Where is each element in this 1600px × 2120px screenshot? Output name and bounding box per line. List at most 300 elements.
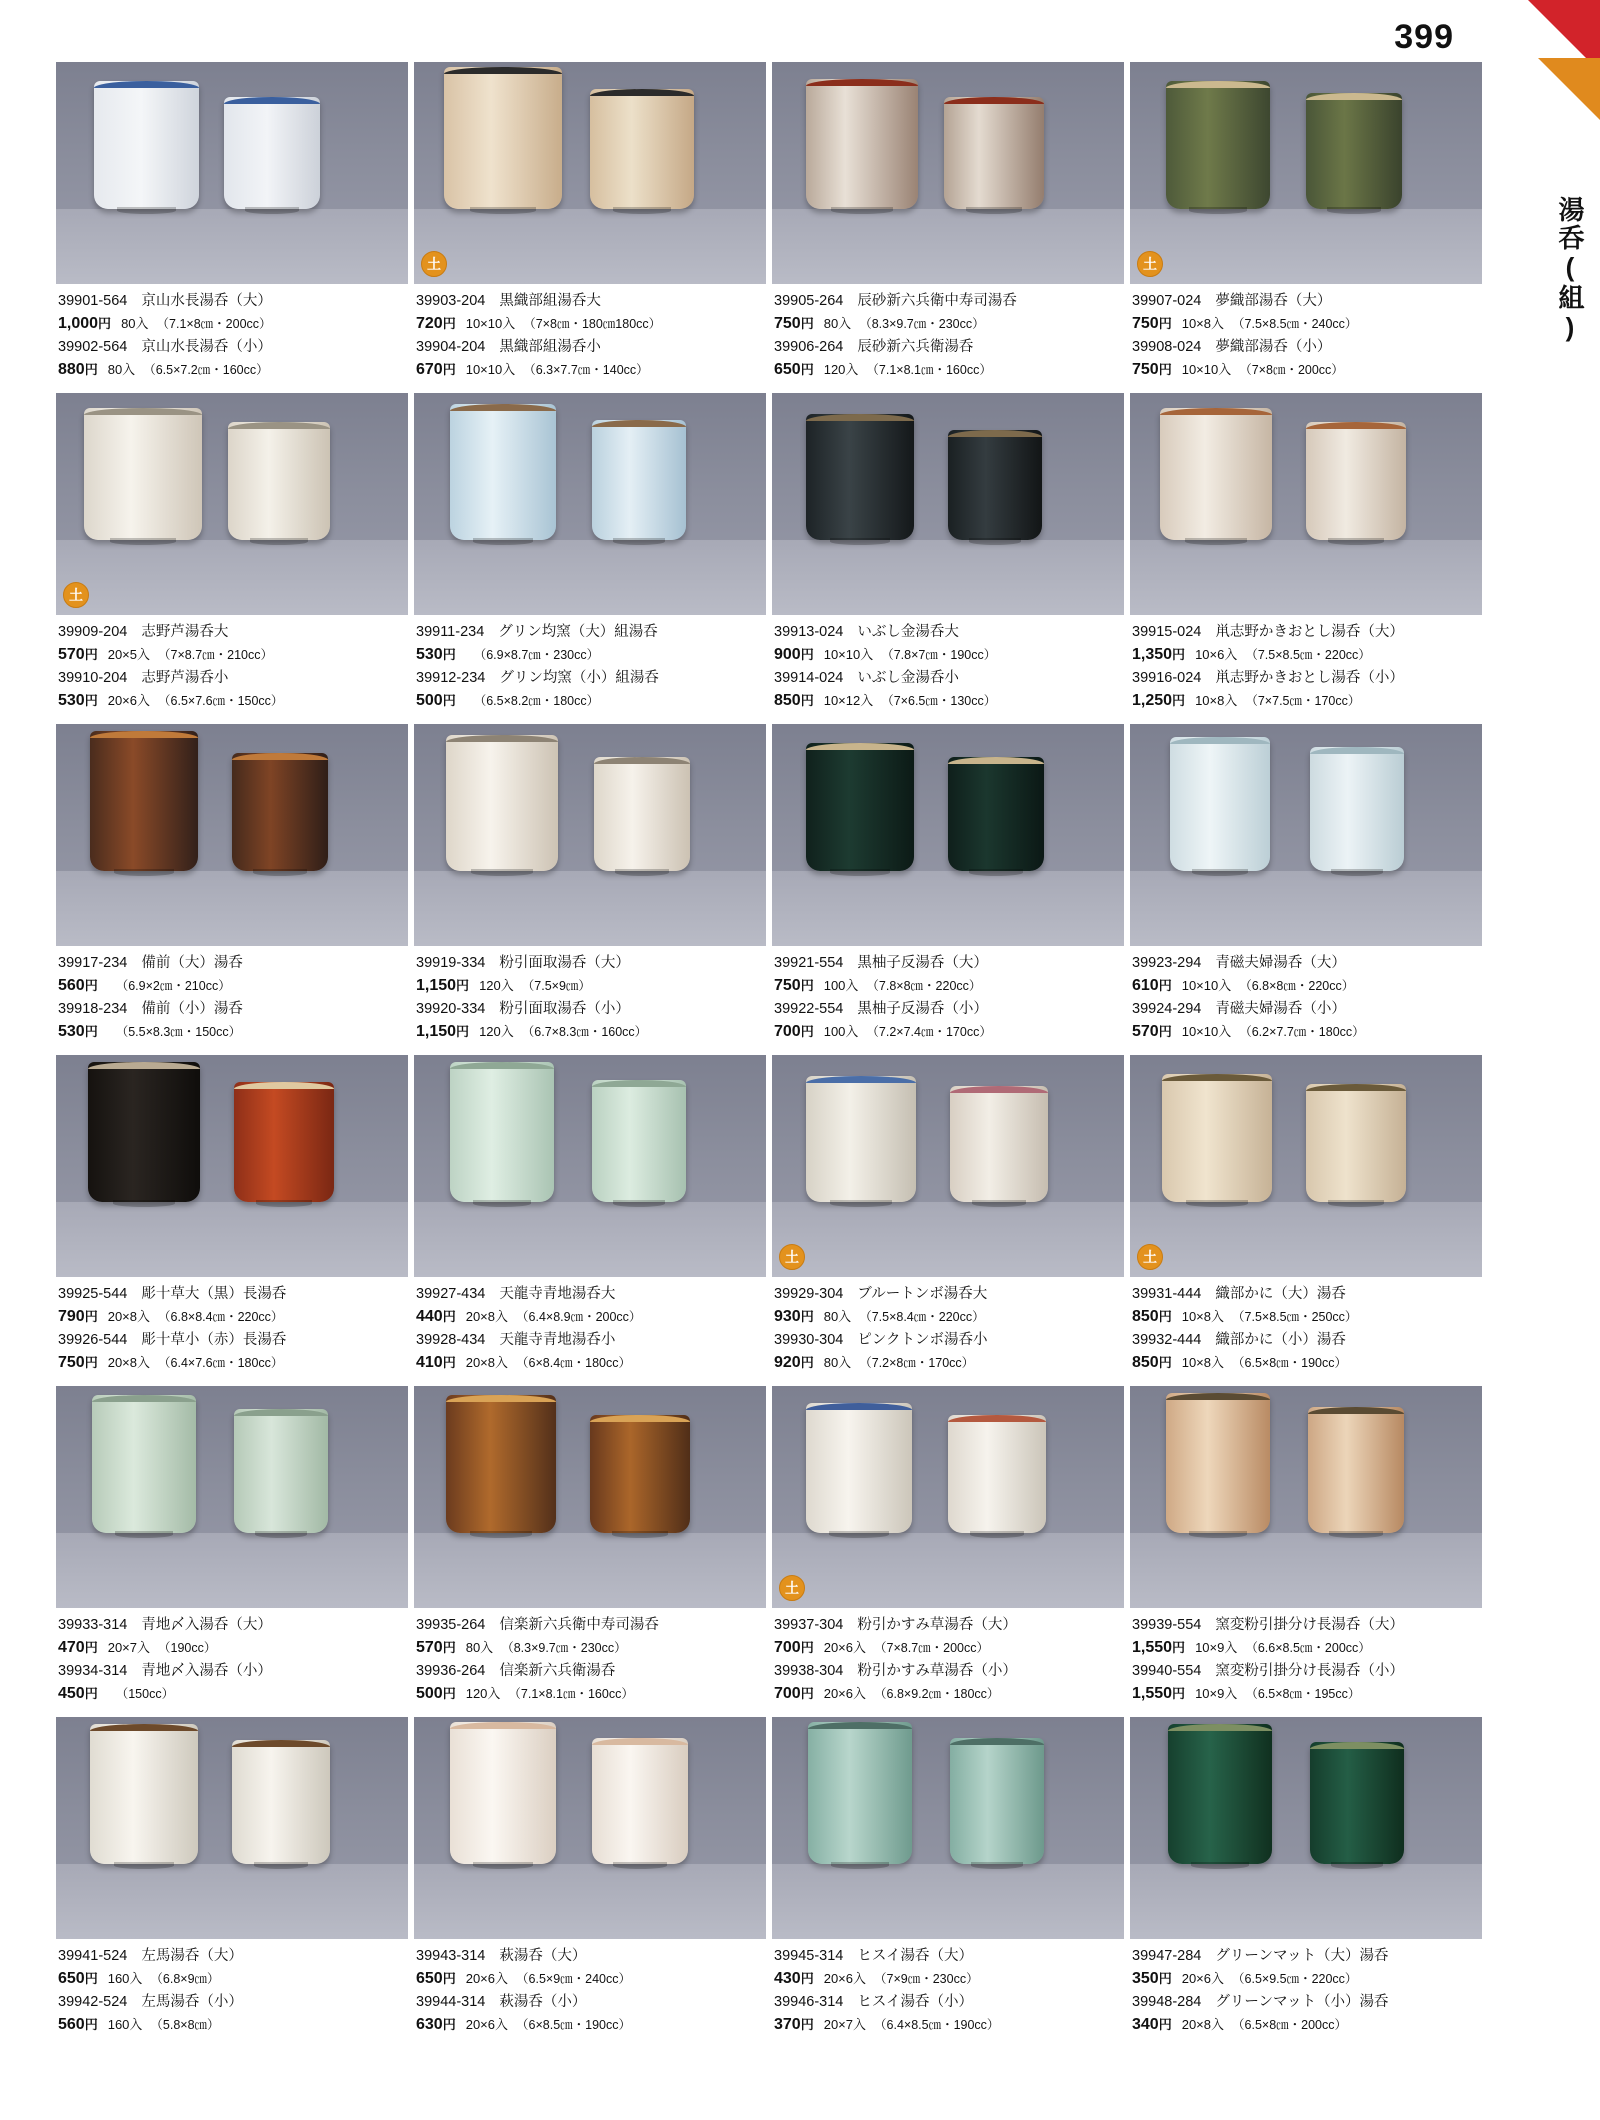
entry-line-price-spec xyxy=(58,1967,406,1991)
product-entry xyxy=(774,622,1122,667)
cup-rim xyxy=(88,1062,200,1069)
entry-line-price-spec xyxy=(416,689,764,713)
cup-group xyxy=(772,1386,1124,1608)
teacup xyxy=(950,1738,1044,1864)
product-dimensions: （6×8.5㎝・190cc） xyxy=(516,2018,631,2033)
product-code: 39913-024 xyxy=(774,624,844,641)
teacup xyxy=(806,79,918,209)
entry-line-price-spec xyxy=(416,643,764,667)
product-photo xyxy=(56,1386,408,1608)
product-unit: 10×12入 xyxy=(823,693,874,709)
product-unit: 20×7入 xyxy=(107,1640,151,1656)
product-name: 夢織部湯呑（小） xyxy=(1215,339,1332,356)
product-cell xyxy=(56,1386,408,1717)
entry-line-code-name xyxy=(416,1284,764,1305)
cup-rim xyxy=(450,404,556,411)
cup-rim xyxy=(1170,737,1270,744)
product-code: 39920-334 xyxy=(416,1001,486,1018)
cup-foot xyxy=(253,869,307,876)
product-name: ヒスイ湯呑（大） xyxy=(857,1948,974,1965)
product-entries xyxy=(56,1608,408,1717)
product-code: 39901-564 xyxy=(58,293,128,309)
product-unit: 120入 xyxy=(479,978,514,994)
product-cell xyxy=(772,1717,1124,2048)
product-dimensions: （6.4×7.6㎝・180cc） xyxy=(158,1356,284,1371)
currency-symbol: 円 xyxy=(456,978,470,994)
currency-symbol: 円 xyxy=(442,1971,456,1987)
product-unit: 80入 xyxy=(121,316,149,332)
teacup xyxy=(232,1740,330,1864)
product-unit: 120入 xyxy=(465,1686,501,1702)
entry-line-code-name xyxy=(1132,1330,1480,1351)
product-code: 39936-264 xyxy=(416,1663,486,1680)
cup-rim xyxy=(806,1403,912,1410)
cup-foot xyxy=(1191,1862,1249,1869)
product-price: 750 xyxy=(1132,315,1159,333)
cup-rim xyxy=(450,1062,554,1069)
teacup xyxy=(1308,1407,1404,1533)
cup-rim xyxy=(590,89,694,96)
product-dimensions: （6.4×8.5㎝・190cc） xyxy=(874,2018,1000,2033)
product-entry xyxy=(58,1946,406,1991)
product-price: 560 xyxy=(58,2016,85,2034)
cup-foot xyxy=(1185,538,1248,545)
currency-symbol: 円 xyxy=(1172,647,1186,663)
product-entry xyxy=(774,1284,1122,1329)
product-unit: 10×10入 xyxy=(465,362,516,378)
product-entry xyxy=(416,668,764,713)
product-entry xyxy=(58,1330,406,1375)
product-dimensions: （5.8×8㎝） xyxy=(150,2018,220,2033)
product-price: 370 xyxy=(774,2016,801,2034)
entry-line-code-name xyxy=(1132,1284,1480,1305)
product-code: 39947-284 xyxy=(1132,1948,1202,1965)
cup-foot xyxy=(1192,869,1248,876)
entry-line-price-spec xyxy=(58,1020,406,1044)
product-code: 39905-264 xyxy=(774,293,844,309)
entry-line-code-name xyxy=(1132,291,1480,312)
product-entry xyxy=(1132,953,1480,998)
entry-line-price-spec xyxy=(416,1020,764,1044)
entry-line-price-spec xyxy=(416,1682,764,1706)
product-price: 700 xyxy=(774,1685,801,1703)
entry-line-code-name xyxy=(1132,999,1480,1020)
product-code: 39912-234 xyxy=(416,670,486,687)
cup-rim xyxy=(592,1738,688,1745)
product-unit: 20×8入 xyxy=(465,1309,509,1325)
product-price: 880 xyxy=(58,361,85,379)
entry-line-price-spec xyxy=(58,2013,406,2037)
product-price: 500 xyxy=(416,692,443,710)
cup-foot xyxy=(1329,1531,1383,1538)
entry-line-price-spec xyxy=(774,2013,1122,2037)
product-unit: 100入 xyxy=(823,1024,859,1040)
entry-line-code-name xyxy=(58,622,406,643)
teacup xyxy=(590,1415,690,1533)
product-price: 1,150 xyxy=(416,977,457,995)
cup-rim xyxy=(590,1415,690,1422)
product-photo xyxy=(772,393,1124,615)
product-name: 備前（小）湯呑 xyxy=(141,1001,243,1018)
teacup xyxy=(450,1722,556,1864)
teacup xyxy=(1310,747,1404,871)
cup-rim xyxy=(1306,1084,1406,1091)
product-name: 天龍寺青地湯呑大 xyxy=(499,1286,616,1303)
product-entry xyxy=(1132,1992,1480,2037)
product-code: 39919-334 xyxy=(416,955,486,972)
product-entries xyxy=(414,946,766,1055)
product-entries xyxy=(56,615,408,724)
product-entry xyxy=(416,1992,764,2037)
entry-line-price-spec xyxy=(774,1967,1122,1991)
teacup xyxy=(1166,1393,1270,1533)
product-entry xyxy=(58,668,406,713)
cup-foot xyxy=(256,1200,312,1207)
product-entry xyxy=(416,953,764,998)
entry-line-code-name xyxy=(1132,622,1480,643)
entry-line-price-spec xyxy=(416,1636,764,1660)
product-dimensions: （6.8×8.4㎝・220cc） xyxy=(158,1310,284,1325)
product-name: 京山水長湯呑（小） xyxy=(141,339,272,356)
teacup xyxy=(806,743,914,871)
cup-foot xyxy=(829,1531,888,1538)
product-price: 750 xyxy=(58,1354,85,1372)
product-price: 1,250 xyxy=(1132,692,1173,710)
cup-rim xyxy=(232,1740,330,1747)
cup-foot xyxy=(255,1531,308,1538)
product-unit: 10×8入 xyxy=(1181,316,1225,332)
product-price: 470 xyxy=(58,1639,85,1657)
product-unit: 80入 xyxy=(107,362,136,378)
product-dimensions: （7.5×8.5㎝・220cc） xyxy=(1245,648,1371,663)
cup-foot xyxy=(1327,207,1381,214)
entry-line-price-spec xyxy=(416,974,764,998)
cup-group xyxy=(1130,1055,1482,1277)
entry-line-code-name xyxy=(58,1330,406,1351)
teacup xyxy=(228,422,330,540)
cup-rim xyxy=(1166,1393,1270,1400)
product-entries xyxy=(1130,1608,1482,1717)
entry-line-price-spec xyxy=(1132,1305,1480,1329)
entry-line-code-name xyxy=(416,1661,764,1682)
product-name: 窯変粉引掛分け長湯呑（大） xyxy=(1215,1617,1404,1634)
product-grid xyxy=(56,62,1486,2048)
entry-line-price-spec xyxy=(416,2013,764,2037)
product-name: 粉引面取湯呑（大） xyxy=(499,955,630,972)
product-photo xyxy=(772,1055,1124,1277)
cup-rim xyxy=(90,731,198,738)
teacup xyxy=(1306,93,1402,209)
cup-rim xyxy=(950,1086,1048,1093)
cup-foot xyxy=(250,538,307,545)
product-price: 920 xyxy=(774,1354,801,1372)
entry-line-code-name xyxy=(416,622,764,643)
product-dimensions: （6.7×8.3㎝・160cc） xyxy=(521,1025,648,1040)
product-dimensions: （7.5×9㎝） xyxy=(521,979,591,994)
teacup xyxy=(1168,1724,1272,1864)
product-cell xyxy=(1130,1055,1482,1386)
product-entries xyxy=(772,1277,1124,1386)
product-photo xyxy=(414,62,766,284)
product-cell xyxy=(772,62,1124,393)
entry-line-code-name xyxy=(1132,668,1480,689)
product-unit: 80入 xyxy=(823,1309,852,1325)
currency-symbol: 円 xyxy=(84,2017,98,2033)
cup-foot xyxy=(615,869,669,876)
currency-symbol: 円 xyxy=(84,1971,98,1987)
product-photo xyxy=(772,724,1124,946)
cup-foot xyxy=(471,869,534,876)
product-entry xyxy=(58,1992,406,2037)
product-code: 39932-444 xyxy=(1132,1332,1202,1349)
cup-group xyxy=(56,1055,408,1277)
product-price: 430 xyxy=(774,1970,801,1988)
product-name: 左馬湯呑（小） xyxy=(141,1994,243,2011)
currency-symbol: 円 xyxy=(1172,1686,1186,1702)
cup-foot xyxy=(473,1862,532,1869)
product-entry xyxy=(58,999,406,1044)
product-photo xyxy=(1130,724,1482,946)
entry-line-code-name xyxy=(416,668,764,689)
product-cell xyxy=(56,393,408,724)
entry-line-code-name xyxy=(58,999,406,1020)
product-code: 39925-544 xyxy=(58,1286,128,1303)
cup-foot xyxy=(613,1200,666,1207)
product-code: 39929-304 xyxy=(774,1286,844,1303)
cup-rim xyxy=(232,753,328,760)
product-entries xyxy=(1130,615,1482,724)
product-name: いぶし金湯呑大 xyxy=(857,624,959,641)
currency-symbol: 円 xyxy=(800,978,814,994)
product-unit: 20×8入 xyxy=(107,1309,151,1325)
teacup xyxy=(592,1080,686,1202)
currency-symbol: 円 xyxy=(1158,1971,1172,1987)
cup-rim xyxy=(1306,422,1406,429)
entry-line-price-spec xyxy=(58,689,406,713)
currency-symbol: 円 xyxy=(442,316,456,332)
teacup xyxy=(590,89,694,209)
product-photo xyxy=(1130,1055,1482,1277)
product-cell xyxy=(56,724,408,1055)
currency-symbol: 円 xyxy=(1158,1355,1172,1371)
currency-symbol: 円 xyxy=(800,647,814,663)
entry-line-price-spec xyxy=(774,974,1122,998)
product-cell xyxy=(1130,1717,1482,2048)
product-entry xyxy=(1132,1284,1480,1329)
soil-badge-icon: 土 xyxy=(1137,1244,1163,1270)
product-entry xyxy=(774,1615,1122,1660)
product-entry xyxy=(58,622,406,667)
product-price: 350 xyxy=(1132,1970,1159,1988)
entry-line-code-name xyxy=(1132,1992,1480,2013)
entry-line-code-name xyxy=(1132,953,1480,974)
product-price: 700 xyxy=(774,1639,801,1657)
entry-line-code-name xyxy=(416,1615,764,1636)
product-unit: 10×9入 xyxy=(1195,1640,1238,1656)
product-code: 39916-024 xyxy=(1132,670,1202,687)
currency-symbol: 円 xyxy=(800,1309,814,1325)
product-code: 39904-204 xyxy=(416,339,486,356)
product-unit: 10×10入 xyxy=(823,647,874,663)
product-unit: 120入 xyxy=(479,1024,514,1040)
cup-foot xyxy=(110,538,176,545)
cup-group xyxy=(414,393,766,615)
product-entry xyxy=(774,1992,1122,2037)
cup-rim xyxy=(592,1080,686,1087)
teacup xyxy=(808,1722,912,1864)
product-code: 39940-554 xyxy=(1132,1663,1202,1680)
entry-line-code-name xyxy=(416,1992,764,2013)
teacup xyxy=(94,81,199,209)
product-code: 39923-294 xyxy=(1132,955,1202,972)
product-dimensions: （6.5×7.2㎝・160cc） xyxy=(143,363,269,378)
cup-rim xyxy=(94,81,199,88)
product-entry xyxy=(774,999,1122,1044)
product-price: 750 xyxy=(774,315,801,333)
cup-rim xyxy=(446,1395,556,1402)
product-cell xyxy=(1130,1386,1482,1717)
currency-symbol: 円 xyxy=(800,1355,814,1371)
product-entry xyxy=(774,668,1122,713)
cup-group xyxy=(56,1386,408,1608)
teacup xyxy=(88,1062,200,1202)
product-code: 39909-204 xyxy=(58,624,128,641)
product-unit: 10×8入 xyxy=(1181,1355,1225,1371)
product-unit: 20×8入 xyxy=(107,1355,151,1371)
teacup xyxy=(594,757,690,871)
product-entries xyxy=(414,284,766,393)
teacup xyxy=(1306,1084,1406,1202)
cup-foot xyxy=(613,538,666,545)
product-dimensions: （6.9×8.7㎝・230cc） xyxy=(473,648,600,663)
product-price: 650 xyxy=(416,1970,443,1988)
teacup xyxy=(446,1395,556,1533)
product-price: 570 xyxy=(1132,1023,1159,1041)
teacup xyxy=(1160,408,1272,540)
product-cell xyxy=(772,393,1124,724)
product-price: 720 xyxy=(416,315,443,333)
product-photo xyxy=(56,724,408,946)
entry-line-price-spec xyxy=(58,974,406,998)
page-number: 399 xyxy=(1394,18,1454,56)
product-entries xyxy=(1130,1277,1482,1386)
cup-rim xyxy=(1310,747,1404,754)
cup-foot xyxy=(1331,869,1384,876)
product-cell xyxy=(56,1717,408,2048)
entry-line-code-name xyxy=(416,1330,764,1351)
cup-foot xyxy=(831,1862,889,1869)
teacup xyxy=(592,420,686,540)
teacup xyxy=(806,414,914,540)
entry-line-code-name xyxy=(58,1615,406,1636)
teacup xyxy=(950,1086,1048,1202)
entry-line-price-spec xyxy=(774,1636,1122,1660)
entry-line-price-spec xyxy=(1132,1020,1480,1044)
product-code: 39927-434 xyxy=(416,1286,486,1303)
currency-symbol: 円 xyxy=(442,1355,456,1371)
product-price: 850 xyxy=(774,692,801,710)
soil-badge-icon: 土 xyxy=(63,582,89,608)
entry-line-code-name xyxy=(58,337,406,358)
teacup xyxy=(806,1403,912,1533)
cup-group xyxy=(414,1386,766,1608)
product-unit: 20×6入 xyxy=(823,1686,867,1702)
product-cell xyxy=(414,393,766,724)
currency-symbol: 円 xyxy=(1172,693,1186,709)
product-unit: 20×6入 xyxy=(465,2017,509,2033)
product-photo xyxy=(56,1717,408,1939)
product-code: 39903-204 xyxy=(416,293,486,309)
cup-rim xyxy=(446,735,558,742)
product-code: 39910-204 xyxy=(58,670,128,687)
teacup xyxy=(592,1738,688,1864)
product-price: 630 xyxy=(416,2016,443,2034)
product-price: 530 xyxy=(416,646,443,664)
currency-symbol: 円 xyxy=(84,1355,98,1371)
product-entry xyxy=(1132,337,1480,382)
entry-line-price-spec xyxy=(1132,1351,1480,1375)
product-photo xyxy=(1130,62,1482,284)
product-dimensions: （7.1×8.1㎝・160cc） xyxy=(508,1687,634,1702)
product-name: ヒスイ湯呑（小） xyxy=(857,1994,974,2011)
teacup xyxy=(1162,1074,1272,1202)
product-name: グリーンマット（小）湯呑 xyxy=(1215,1994,1389,2011)
product-price: 1,550 xyxy=(1132,1685,1173,1703)
cup-rim xyxy=(1166,81,1270,88)
cup-rim xyxy=(806,79,918,86)
product-code: 39921-554 xyxy=(774,955,844,972)
teacup xyxy=(1166,81,1270,209)
entry-line-code-name xyxy=(774,953,1122,974)
cup-group xyxy=(56,393,408,615)
entry-line-price-spec xyxy=(774,643,1122,667)
entry-line-code-name xyxy=(416,1946,764,1967)
product-entries xyxy=(1130,1939,1482,2048)
product-entry xyxy=(1132,668,1480,713)
product-price: 790 xyxy=(58,1308,85,1326)
cup-group xyxy=(772,62,1124,284)
product-dimensions: （6.2×7.7㎝・180cc） xyxy=(1239,1025,1365,1040)
product-unit: 20×8入 xyxy=(1181,2017,1225,2033)
entry-line-code-name xyxy=(416,291,764,312)
product-name: 天龍寺青地湯呑小 xyxy=(499,1332,616,1349)
entry-line-code-name xyxy=(774,291,1122,312)
currency-symbol: 円 xyxy=(800,362,814,378)
product-photo xyxy=(414,1717,766,1939)
product-name: 粉引面取湯呑（小） xyxy=(499,1001,630,1018)
entry-line-code-name xyxy=(1132,1615,1480,1636)
entry-line-price-spec xyxy=(774,1682,1122,1706)
cup-group xyxy=(772,1717,1124,1939)
cup-foot xyxy=(830,869,891,876)
product-name: 鼡志野かきおとし湯呑（小） xyxy=(1215,670,1404,687)
cup-group xyxy=(1130,393,1482,615)
product-code: 39918-234 xyxy=(58,1001,128,1018)
product-name: 青磁夫婦湯呑（小） xyxy=(1215,1001,1346,1018)
product-entries xyxy=(56,1277,408,1386)
product-unit: 20×7入 xyxy=(823,2017,867,2033)
cup-rim xyxy=(948,757,1044,764)
cup-foot xyxy=(1328,1200,1384,1207)
product-dimensions: （6.5×9.5㎝・220cc） xyxy=(1232,1972,1358,1987)
teacup xyxy=(948,1415,1046,1533)
product-code: 39928-434 xyxy=(416,1332,486,1349)
cup-rim xyxy=(944,97,1044,104)
product-unit: 80入 xyxy=(823,1355,852,1371)
product-entry xyxy=(774,337,1122,382)
currency-symbol: 円 xyxy=(800,2017,814,2033)
cup-foot xyxy=(1186,1200,1248,1207)
